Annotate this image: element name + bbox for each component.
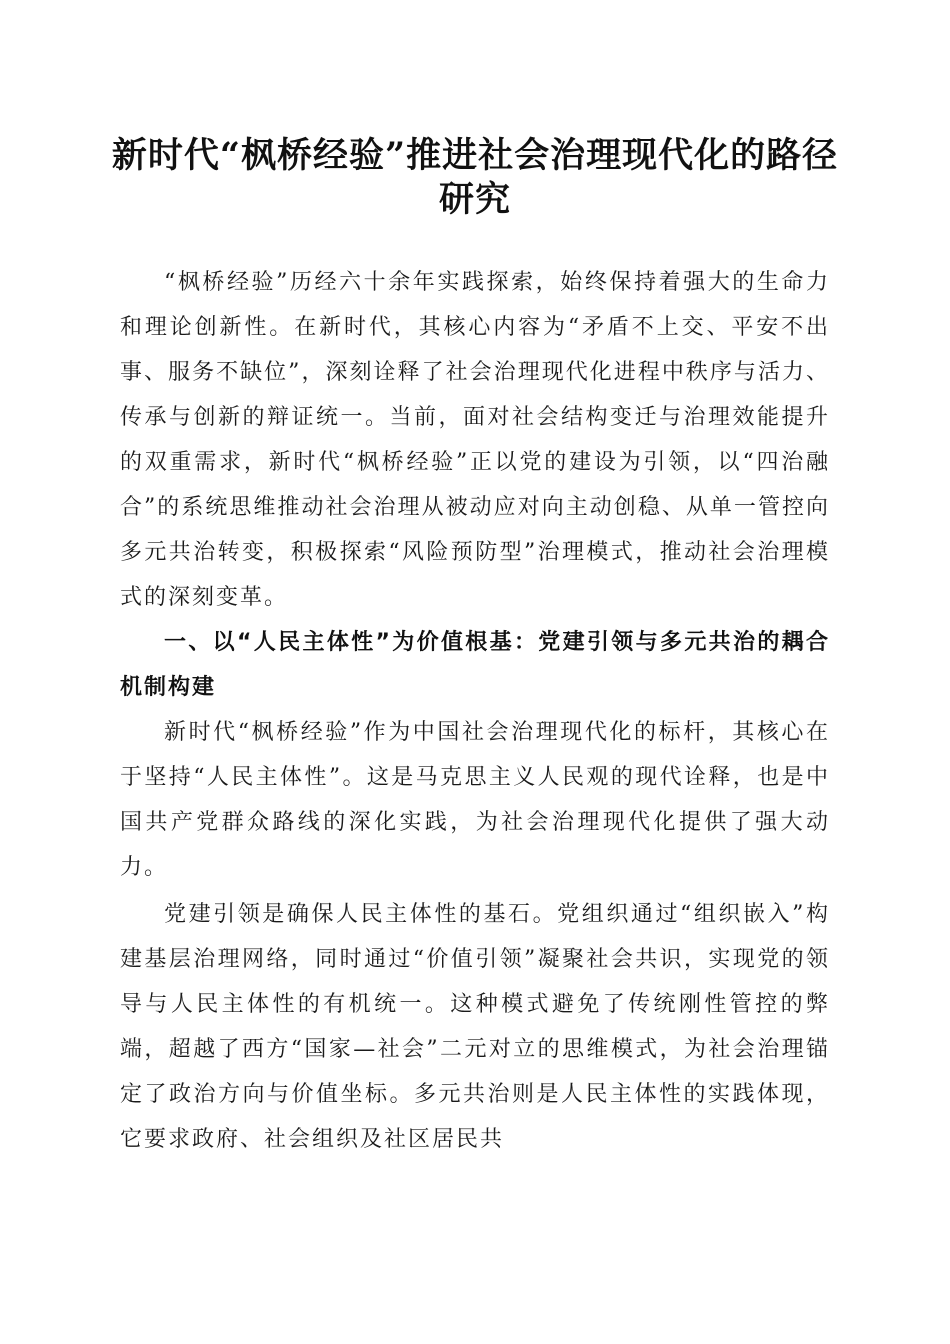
document-body [120,260,830,1162]
intro-paragraph: “枫桥经验”历经六十余年实践探索，始终保持着强大的生命力和理论创新性。在新时代，其核心内容为“矛盾不上交、平安不出事、服务不缺位”，深刻诠释了社会治理现代化进程中秩序与活力、传承与创新的辩证统一。当前，面对社会结构变迁与治理效能提升的双重需求，新时代“枫桥经验”正以党的建设为引领，以“四治融合”的系统思维推动社会治理从被动应对向主动创稳、从单一管控向多元共治转变，积极探索“风险预防型”治理模式，推动社会治理模式的深刻变革。 [120,270,830,610]
body-paragraph: 新时代“枫桥经验”作为中国社会治理现代化的标杆，其核心在于坚持“人民主体性”。这是马克思主义人民观的现代诠释，也是中国共产党群众路线的深化实践，为社会治理现代化提供了强大动力。 [120,720,830,880]
document-title: 新时代“枫桥经验”推进社会治理现代化的路径研究 [111,135,839,220]
section-heading: 一、以“人民主体性”为价值根基：党建引领与多元共治的耦合机制构建 [120,630,830,700]
body-paragraph: 党建引领是确保人民主体性的基石。党组织通过“组织嵌入”构建基层治理网络，同时通过“价值引领”凝聚社会共识，实现党的领导与人民主体性的有机统一。这种模式避免了传统刚性管控的弊端，超越了西方“国家—社会”二元对立的思维模式，为社会治理锚定了政治方向与价值坐标。多元共治则是人民主体性的实践体现，它要求政府、社会组织及社区居民共 [120,902,830,1152]
